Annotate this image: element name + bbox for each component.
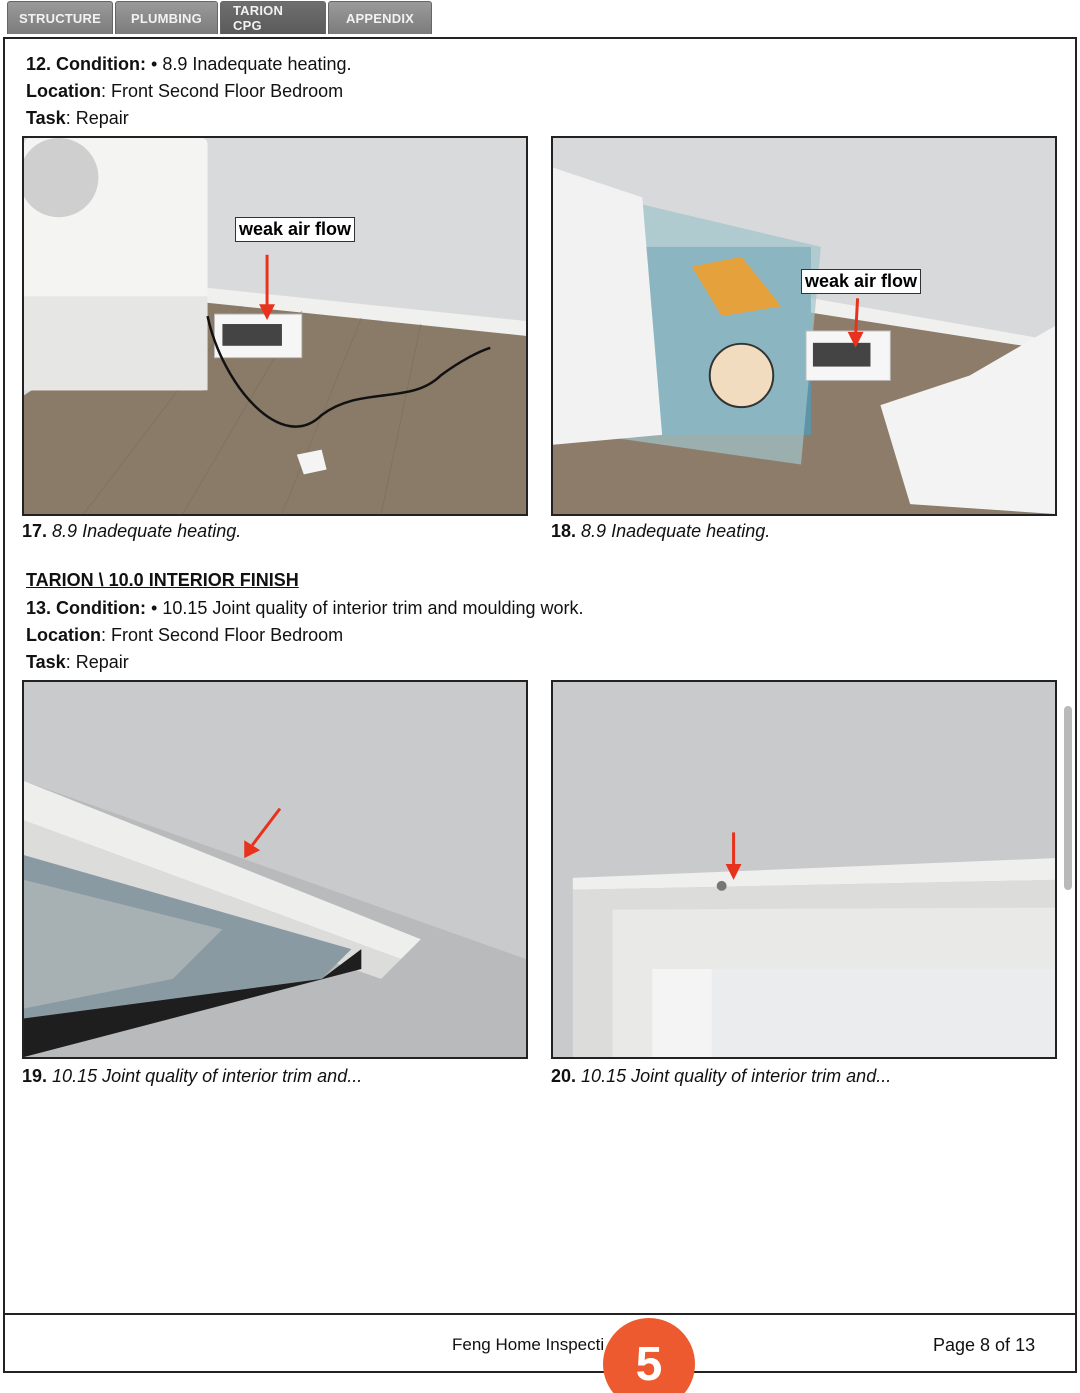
photo-20[interactable] xyxy=(551,680,1057,1059)
caption-number: 18. xyxy=(551,521,577,541)
tab-plumbing[interactable]: PLUMBING xyxy=(115,1,218,34)
item-13-condition xyxy=(26,597,584,619)
report-tabs xyxy=(7,1,432,35)
scrollbar-thumb[interactable] xyxy=(1064,706,1072,890)
tab-appendix[interactable]: APPENDIX xyxy=(328,1,432,34)
page-badge: 5 xyxy=(603,1318,695,1393)
photo-18-image xyxy=(553,138,1055,514)
condition-label: Condition: xyxy=(56,54,147,74)
item-number: 13. xyxy=(26,598,52,618)
caption-text: 8.9 Inadequate heating. xyxy=(52,521,242,541)
item-13-task xyxy=(26,651,129,673)
caption-number: 19. xyxy=(22,1066,48,1086)
caption-number: 20. xyxy=(551,1066,577,1086)
task-label: Task xyxy=(26,108,66,128)
caption-number: 17. xyxy=(22,521,48,541)
task-value: : Repair xyxy=(65,108,129,128)
location-label: Location xyxy=(26,625,101,645)
item-13-location xyxy=(26,624,343,646)
photo-17-image xyxy=(24,138,526,514)
photo-17-caption xyxy=(22,521,241,542)
task-label: Task xyxy=(26,652,66,672)
item-12-condition xyxy=(26,53,352,75)
location-value: : Front Second Floor Bedroom xyxy=(101,625,344,645)
task-value: : Repair xyxy=(65,652,129,672)
item-12-location xyxy=(26,80,343,102)
footer-page-number: Page 8 of 13 xyxy=(933,1335,1036,1355)
photo-19[interactable] xyxy=(22,680,528,1059)
caption-text: 10.15 Joint quality of interior trim and... xyxy=(581,1066,892,1086)
item-number: 12. xyxy=(26,54,52,74)
caption-text: 8.9 Inadequate heating. xyxy=(581,521,771,541)
photo-18-callout: weak air flow xyxy=(801,269,921,294)
item-12-task xyxy=(26,107,129,129)
photo-19-caption xyxy=(22,1066,362,1087)
tab-tarion-cpg[interactable]: TARION CPG xyxy=(220,1,326,34)
condition-value: • 8.9 Inadequate heating. xyxy=(151,54,352,74)
section-heading: TARION \ 10.0 INTERIOR FINISH xyxy=(26,570,299,590)
condition-value: • 10.15 Joint quality of interior trim and moulding work. xyxy=(151,598,584,618)
location-label: Location xyxy=(26,81,101,101)
photo-20-caption xyxy=(551,1066,891,1087)
photo-17[interactable] xyxy=(22,136,528,516)
footer-company: Feng Home Inspecti xyxy=(452,1335,605,1354)
condition-label: Condition: xyxy=(56,598,147,618)
photo-18[interactable] xyxy=(551,136,1057,516)
location-value: : Front Second Floor Bedroom xyxy=(101,81,344,101)
footer-divider xyxy=(3,1313,1077,1315)
tab-structure[interactable]: STRUCTURE xyxy=(7,1,113,34)
photo-20-image xyxy=(553,682,1055,1057)
caption-text: 10.15 Joint quality of interior trim and... xyxy=(52,1066,363,1086)
photo-19-image xyxy=(24,682,526,1057)
photo-18-caption xyxy=(551,521,770,542)
photo-17-callout: weak air flow xyxy=(235,217,355,242)
